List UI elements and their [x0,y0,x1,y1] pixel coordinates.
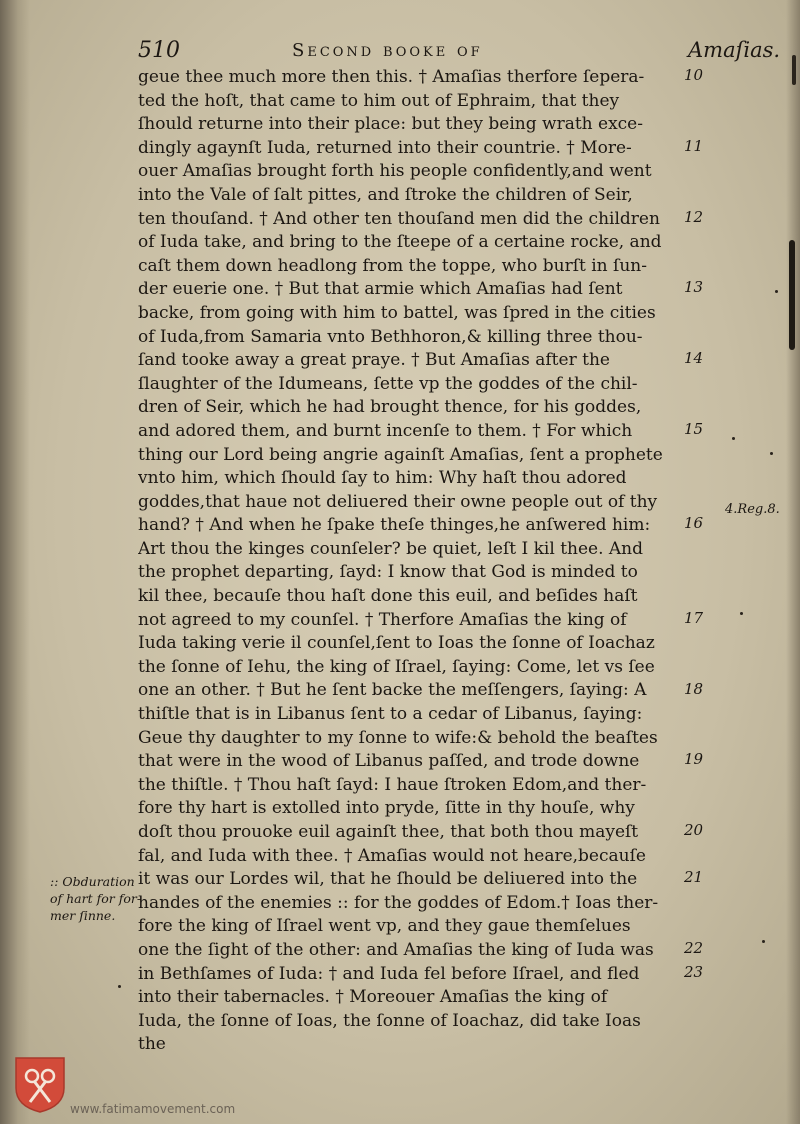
text-line: ſhould returne into their place: but they being wrath exce- [138,114,643,135]
text-line: hand? † And when he ſpake theſe thinges,he anſwered him: [138,515,651,536]
text-line: ted the hoſt, that came to him out of Ephraim, that they [138,90,620,111]
text-line: one the ſight of the other: and Amaſias the king of Iuda was [138,939,654,960]
text-line: the [138,1034,166,1055]
text-line: in Bethſames of Iuda: † and Iuda fel before Iſrael, and fled [138,963,640,984]
ink-speck [732,437,735,440]
text-line: not agreed to my counſel. † Therfore Amaſias the king of [138,609,627,630]
ink-speck [762,940,765,943]
text-line: Art thou the kinges counſeler? be quiet, leſt I kil thee. And [138,538,644,559]
verse-number: 21 [684,868,704,887]
body-text [138,66,678,1057]
text-line: kil thee, becauſe thou haſt done this euil, and beſides haſt [138,586,638,607]
ink-speck [118,985,121,988]
verse-number: 19 [684,750,704,769]
text-line: dren of Seir, which he had brought thence, for his goddes, [138,397,642,418]
page-gutter-shadow [0,0,30,1124]
ink-speck [775,290,778,293]
verse-number: 20 [684,821,704,840]
text-line: into the Vale of ſalt pittes, and ſtroke the children of Seir, [138,184,633,205]
text-line: Iuda taking verie il counſel,ſent to Ioas the ſonne of Ioachaz [138,633,655,654]
text-line: ſand tooke away a great praye. † But Amaſias after the [138,350,610,371]
text-line: ſlaughter of the Idumeans, ſette vp the goddes of the chil- [138,373,638,394]
text-line: it was our Lordes wil, that he ſhould be deliuered into the [138,869,638,890]
text-line: that were in the wood of Libanus paſſed, and trode downe [138,751,640,772]
side-note [50,873,160,924]
text-line: der euerie one. † But that armie which Amaſias had ſent [138,279,623,300]
verse-number: 17 [684,608,704,627]
verse-number: 10 [684,66,704,84]
chapter-title: Amaſias. [688,38,781,62]
text-line: Iuda, the ſonne of Ioas, the ſonne of Ioachaz, did take Ioas [138,1010,641,1031]
text-line: the ſonne of Iehu, the king of Iſrael, ſaying: Come, let vs ſee [138,656,655,677]
text-line: geue thee much more then this. † Amaſias therfore ſepera- [138,67,645,87]
verse-number: 16 [684,514,704,533]
page-right-edge [786,0,800,1124]
text-line: ouer Amaſias brought forth his people confidently,and went [138,161,652,182]
text-line: fal, and Iuda with thee. † Amaſias would not heare,becauſe [138,845,646,866]
side-note-line: mer ſinne. [50,908,116,923]
text-line: of Iuda take, and bring to the ſteepe of a certaine rocke, and [138,232,662,253]
verse-number: 23 [684,962,704,981]
text-line: fore the king of Iſrael went vp, and they gaue themſelues [138,916,631,937]
text-line: ten thouſand. † And other ten thouſand men did the children [138,208,660,229]
margin-reference: 4.Reg.8. [725,502,780,517]
text-line: vnto him, which ſhould ſay to him: Why haſt thou adored [138,468,627,489]
verse-number: 15 [684,420,704,438]
verse-number: 14 [684,349,704,368]
side-note-line: of hart for for- [50,891,142,906]
watermark-url: www.fatimamovement.com [70,1102,236,1116]
verse-number: 11 [684,136,704,155]
text-line: thiſtle that is in Libanus ſent to a cedar of Libanus, ſaying: [138,704,643,725]
text-line: fore thy hart is extolled into pryde, ſitte in thy houſe, why [138,798,635,819]
text-line: thing our Lord being angrie againſt Amaſias, ſent a prophete [138,444,663,465]
ink-speck [740,612,743,615]
text-line: Geue thy daughter to my ſonne to wife:& behold the beaſtes [138,727,658,748]
watermark-logo-icon [12,1054,68,1114]
verse-number: 22 [684,939,704,958]
text-line: into their tabernacles. † Moreouer Amaſias the king of [138,987,608,1008]
text-line: goddes,that haue not deliuered their owne people out of thy [138,491,658,512]
text-line: the prophet departing, ſayd: I know that God is minded to [138,562,638,583]
edge-mark [789,240,795,350]
text-line: caſt them down headlong from the toppe, who burſt in ſun- [138,255,647,276]
verse-number: 12 [684,207,704,226]
verse-number: 13 [684,278,704,297]
ink-speck [770,452,773,455]
text-line: one an other. † But he ſent backe the meſſengers, ſaying: A [138,680,647,701]
text-line: dingly agaynſt Iuda, returned into their countrie. † More- [138,137,632,158]
text-line: the thiſtle. † Thou haſt ſayd: I haue ſtroken Edom,and ther- [138,774,647,795]
text-line: of Iuda,from Samaria vnto Bethhoron,& killing three thou- [138,326,643,347]
text-line: handes of the enemies :: for the goddes of Edom.† Ioas ther- [138,892,659,913]
text-line: backe, from going with him to battel, was ſpred in the cities [138,302,656,323]
text-line: doſt thou prouoke euil againſt thee, that both thou mayeſt [138,822,639,842]
verse-number: 18 [684,679,704,698]
text-line: and adored them, and burnt incenſe to them. † For which [138,420,633,441]
page-number: 510 [138,38,180,63]
side-note-line: :: Obduration [50,874,135,889]
running-head: Second booke of [292,40,483,61]
